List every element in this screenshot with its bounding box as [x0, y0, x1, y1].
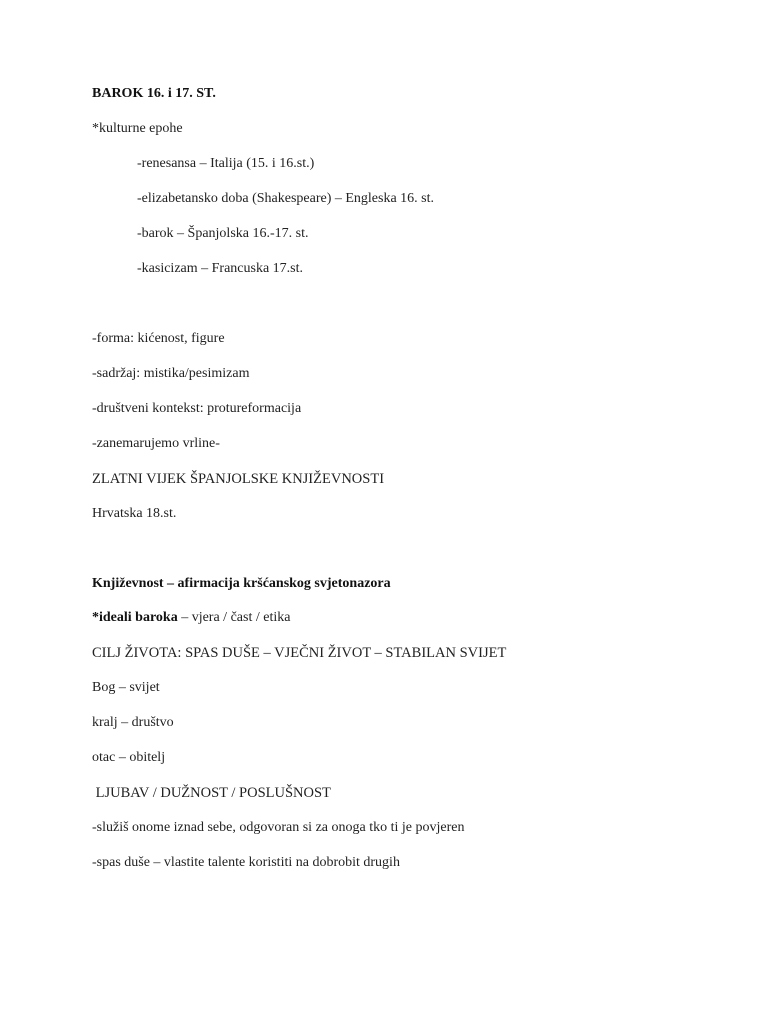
virtues-line: LJUBAV / DUŽNOST / POSLUŠNOST: [92, 785, 331, 801]
ideals-label: *ideali baroka: [92, 610, 178, 625]
relation-father-family: otac – obitelj: [92, 750, 166, 765]
epoch-classicism: -kasicizam – Francuska 17.st.: [137, 261, 304, 276]
epoch-renaissance: -renesansa – Italija (15. i 16.st.): [137, 156, 315, 171]
feature-form: -forma: kićenost, figure: [92, 331, 225, 346]
epochs-heading: *kulturne epohe: [92, 121, 183, 136]
croatia-line: Hrvatska 18.st.: [92, 506, 177, 521]
relation-king-society: kralj – društvo: [92, 715, 174, 730]
note-salvation: -spas duše – vlastite talente koristiti na dobrobit drugih: [92, 855, 400, 870]
note-serve: -služiš onome iznad sebe, odgovoran si za onoga tko ti je povjeren: [92, 820, 465, 835]
epoch-elizabethan: -elizabetansko doba (Shakespeare) – Engleska 16. st.: [137, 191, 435, 206]
life-goal-line: CILJ ŽIVOTA: SPAS DUŠE – VJEČNI ŽIVOT – STABILAN SVIJET: [92, 645, 507, 661]
feature-virtues: -zanemarujemo vrline-: [92, 436, 220, 451]
relation-god-world: Bog – svijet: [92, 680, 160, 695]
ideals-text: – vjera / čast / etika: [177, 610, 291, 625]
document-title: BAROK 16. i 17. ST.: [92, 86, 216, 101]
literature-heading: Književnost – afirmacija kršćanskog svjetonazora: [92, 576, 391, 591]
epoch-baroque: -barok – Španjolska 16.-17. st.: [137, 226, 309, 241]
ideals-line: [92, 609, 290, 627]
feature-content: -sadržaj: mistika/pesimizam: [92, 366, 250, 381]
golden-age-heading: ZLATNI VIJEK ŠPANJOLSKE KNJIŽEVNOSTI: [92, 471, 385, 487]
feature-social-context: -društveni kontekst: protureformacija: [92, 401, 302, 416]
